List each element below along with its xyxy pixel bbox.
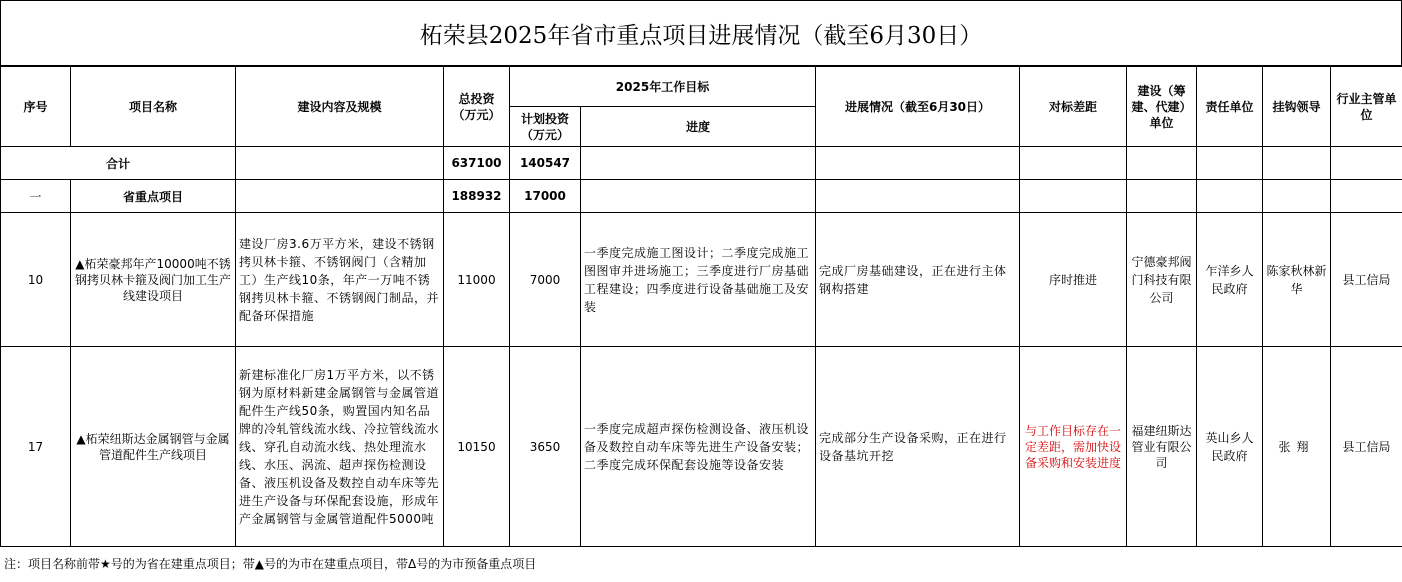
section-planned-invest: 17000 bbox=[510, 180, 581, 213]
project-name: ▲柘荣豪邦年产10000吨不锈钢拷贝林卡箍及阀门加工生产线建设项目 bbox=[71, 213, 236, 347]
total-row bbox=[1, 147, 1402, 180]
section-row bbox=[1, 180, 1402, 213]
project-seq: 17 bbox=[1, 347, 71, 547]
project-responsible: 英山乡人民政府 bbox=[1197, 347, 1263, 547]
project-content: 新建标准化厂房1万平方米，以不锈钢为原材料新建金属钢管与金属管道配件生产线50条，购置国内知名品牌的冷轧管线流水线、冷拉管线流水线、穿孔自动流水线、热处理流水线、水压、涡流、超声探伤检测设备、液压机设备及数控自动车床等先进生产设备与环保配套设施，形成年产金属钢管与金属管道配件5000吨 bbox=[236, 347, 444, 547]
table-row bbox=[1, 213, 1402, 347]
project-leader: 张翔 bbox=[1263, 347, 1331, 547]
header-planned-invest: 计划投资（万元） bbox=[510, 107, 581, 147]
project-name: ▲柘荣纽斯达金属钢管与金属管道配件生产线项目 bbox=[71, 347, 236, 547]
header-gap: 对标差距 bbox=[1020, 67, 1127, 147]
project-dept: 县工信局 bbox=[1331, 347, 1402, 547]
project-responsible: 乍洋乡人民政府 bbox=[1197, 213, 1263, 347]
header-name: 项目名称 bbox=[71, 67, 236, 147]
footnote: 注：项目名称前带★号的为省在建重点项目；带▲号的为市在建重点项目，带Δ号的为市预备重点项目 bbox=[4, 557, 537, 571]
header-responsible: 责任单位 bbox=[1197, 67, 1263, 147]
project-progress-goal: 一季度完成超声探伤检测设备、液压机设备及数控自动车床等先进生产设备安装；二季度完成环保配套设施等设备安装 bbox=[581, 347, 816, 547]
section-seq: 一 bbox=[1, 180, 71, 213]
project-total-invest: 10150 bbox=[444, 347, 510, 547]
table-row bbox=[1, 347, 1402, 547]
header-leader: 挂钩领导 bbox=[1263, 67, 1331, 147]
header-goal-2025: 2025年工作目标 bbox=[510, 67, 816, 107]
project-planned-invest: 3650 bbox=[510, 347, 581, 547]
project-status: 完成厂房基础建设，正在进行主体钢构搭建 bbox=[816, 213, 1020, 347]
project-builder: 宁德豪邦阀门科技有限公司 bbox=[1127, 213, 1197, 347]
section-label: 省重点项目 bbox=[71, 180, 236, 213]
project-gap: 序时推进 bbox=[1020, 213, 1127, 347]
project-progress-goal: 一季度完成施工图设计；二季度完成施工图图审并进场施工；三季度进行厂房基础工程建设；四季度进行设备基础施工及安装 bbox=[581, 213, 816, 347]
project-content: 建设厂房3.6万平方米，建设不锈钢拷贝林卡箍、不锈钢阀门（含精加工）生产线10条，年产一万吨不锈钢拷贝林卡箍、不锈钢阀门制品，并配备环保措施 bbox=[236, 213, 444, 347]
section-total-invest: 188932 bbox=[444, 180, 510, 213]
header-builder: 建设（筹建、代建）单位 bbox=[1127, 67, 1197, 147]
header-content: 建设内容及规模 bbox=[236, 67, 444, 147]
project-builder: 福建纽斯达管业有限公司 bbox=[1127, 347, 1197, 547]
project-total-invest: 11000 bbox=[444, 213, 510, 347]
project-status: 完成部分生产设备采购，正在进行设备基坑开挖 bbox=[816, 347, 1020, 547]
total-planned-invest: 140547 bbox=[510, 147, 581, 180]
project-seq: 10 bbox=[1, 213, 71, 347]
header-status: 进展情况（截至6月30日） bbox=[816, 67, 1020, 147]
page-title: 柘荣县2025年省市重点项目进展情况（截至6月30日） bbox=[0, 0, 1402, 66]
project-planned-invest: 7000 bbox=[510, 213, 581, 347]
header-dept: 行业主管单位 bbox=[1331, 67, 1402, 147]
total-invest: 637100 bbox=[444, 147, 510, 180]
header-row-1 bbox=[1, 67, 1402, 107]
header-progress-goal: 进度 bbox=[581, 107, 816, 147]
header-seq: 序号 bbox=[1, 67, 71, 147]
project-gap: 与工作目标存在一定差距，需加快设备采购和安装进度 bbox=[1020, 347, 1127, 547]
project-table bbox=[0, 66, 1402, 547]
project-dept: 县工信局 bbox=[1331, 213, 1402, 347]
project-leader: 陈家秋林新华 bbox=[1263, 213, 1331, 347]
header-total-invest: 总投资（万元） bbox=[444, 67, 510, 147]
total-label: 合计 bbox=[1, 147, 236, 180]
